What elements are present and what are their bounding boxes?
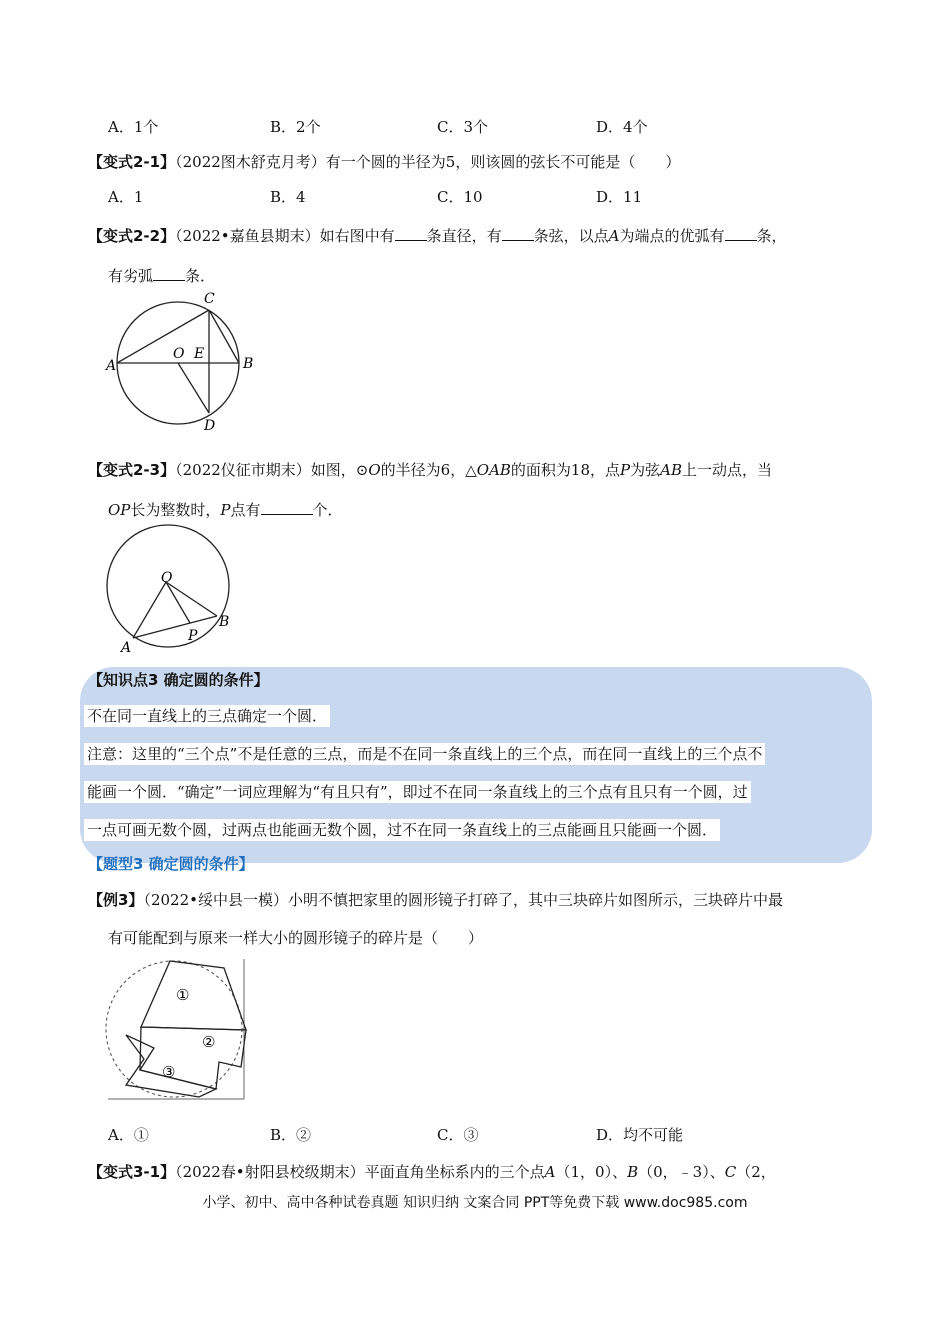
question-text: 的面积为18，点 (510, 461, 621, 479)
point-label: C (724, 1163, 737, 1181)
question-text: 为弦 (630, 461, 661, 479)
point-label: O (368, 461, 381, 479)
example-3 (88, 890, 783, 910)
knowledge-line-2: 注意：这里的“三个点”不是任意的三点，而是不在同一条直线上的三个点，而在同一直线上的三个点不 (84, 743, 765, 765)
option-d: D．4个 (596, 118, 648, 136)
option-b: B．2个 (270, 118, 321, 136)
answer-blank[interactable] (261, 498, 313, 515)
option-a: A．1个 (108, 118, 159, 136)
label-a: A (121, 640, 132, 656)
example-3-line2: 有可能配到与原来一样大小的圆形镜子的碎片是（ ） (108, 929, 484, 947)
answer-blank[interactable] (502, 224, 534, 241)
question-text: 有劣弧 (108, 267, 154, 285)
label-o: O (173, 346, 185, 362)
question-text: 上一动点，当 (681, 461, 772, 479)
question-text: （2022•嘉鱼县期末）如右图中有 (175, 227, 395, 245)
piece-3-label: ③ (162, 1063, 176, 1081)
label-b: B (219, 614, 230, 630)
question-tag: 【变式2-2】 (88, 227, 176, 245)
question-text: （2022图木舒克月考）有一个圆的半径为5，则该圆的弦长不可能是（ ） (175, 153, 681, 171)
question-2-2-line2 (108, 264, 215, 286)
option-d: D．均不可能 (596, 1126, 684, 1144)
mirror-pieces-figure (104, 955, 249, 1101)
question-3-1 (88, 1162, 776, 1182)
point-label: A (608, 227, 620, 245)
label-o: O (161, 570, 173, 586)
question-text: 的半径为6，△ (380, 461, 477, 479)
question-2-3 (88, 460, 772, 480)
question-text: 个． (312, 501, 343, 519)
question-text: 为端点的优弧有 (619, 227, 725, 245)
question-text: 条直径，有 (426, 227, 502, 245)
question-text: 点有 (230, 501, 261, 519)
question-text: （2022•绥中县一模）小明不慎把家里的圆形镜子打碎了，其中三块碎片如图所示，三块碎片中最 (143, 891, 783, 909)
answer-blank[interactable] (725, 224, 757, 241)
option-b: B．② (270, 1126, 312, 1144)
point-label: OP (108, 501, 131, 519)
knowledge-line-4: 一点可画无数个圆，过两点也能画无数个圆，过不在同一条直线上的三点能画且只能画一个圆． (84, 819, 720, 841)
coordinate-text: （1，0）、 (555, 1163, 628, 1181)
point-label: B (627, 1163, 639, 1181)
question-tag: 【变式2-3】 (88, 461, 176, 479)
piece-1-label: ① (176, 986, 190, 1004)
option-d: D．11 (596, 188, 643, 206)
answer-blank[interactable] (395, 224, 427, 241)
circle-diagram-2-2 (100, 288, 270, 436)
question-text: 条弦，以点 (533, 227, 609, 245)
option-b: B．4 (270, 188, 306, 206)
question-2-1 (88, 152, 680, 172)
circle-diagram-2-3 (100, 522, 250, 656)
point-label: A (544, 1163, 556, 1181)
question-2-2 (88, 224, 787, 246)
page-footer: 小学、初中、高中各种试卷真题 知识归纳 文案合同 PPT等免费下载 www.doc985.com (202, 1195, 748, 1211)
knowledge-line-1: 不在同一直线上的三点确定一个圆． (84, 705, 330, 727)
label-c: C (204, 291, 215, 307)
question-tag: 【变式3-1】 (88, 1163, 176, 1181)
option-c: C．3个 (437, 118, 489, 136)
label-b: B (243, 356, 254, 372)
label-e: E (194, 346, 205, 362)
label-d: D (204, 418, 216, 434)
question-text: 条， (756, 227, 787, 245)
label-a: A (106, 358, 117, 374)
knowledge-line-3: 能画一个圆．“确定”一词应理解为“有且只有”，即过不在同一条直线上的三个点有且只有一个圆，过 (84, 781, 751, 803)
question-tag: 【例3】 (88, 891, 144, 909)
question-text: （2022春•射阳县校级期末）平面直角坐标系内的三个点 (175, 1163, 545, 1181)
question-text: 条． (185, 267, 216, 285)
knowledge-point-title: 【知识点3 确定圆的条件】 (88, 671, 269, 689)
option-c: C．10 (437, 188, 483, 206)
question-text: 长为整数时， (130, 501, 221, 519)
point-label: OAB (476, 461, 511, 479)
coordinate-text: （0，﹣3）、 (638, 1163, 725, 1181)
point-label: P (620, 461, 631, 479)
question-2-3-line2 (108, 498, 343, 520)
point-label: P (220, 501, 231, 519)
coordinate-text: （2， (736, 1163, 776, 1181)
option-c: C．③ (437, 1126, 479, 1144)
piece-2-label: ② (202, 1033, 216, 1051)
option-a: A．1 (108, 188, 144, 206)
question-tag: 【变式2-1】 (88, 153, 176, 171)
point-label: AB (660, 461, 682, 479)
section-heading: 【题型3 确定圆的条件】 (88, 855, 254, 873)
label-p: P (188, 628, 198, 644)
option-a: A．① (108, 1126, 149, 1144)
answer-blank[interactable] (153, 264, 185, 281)
question-text: （2022仪征市期末）如图，⊙ (175, 461, 369, 479)
